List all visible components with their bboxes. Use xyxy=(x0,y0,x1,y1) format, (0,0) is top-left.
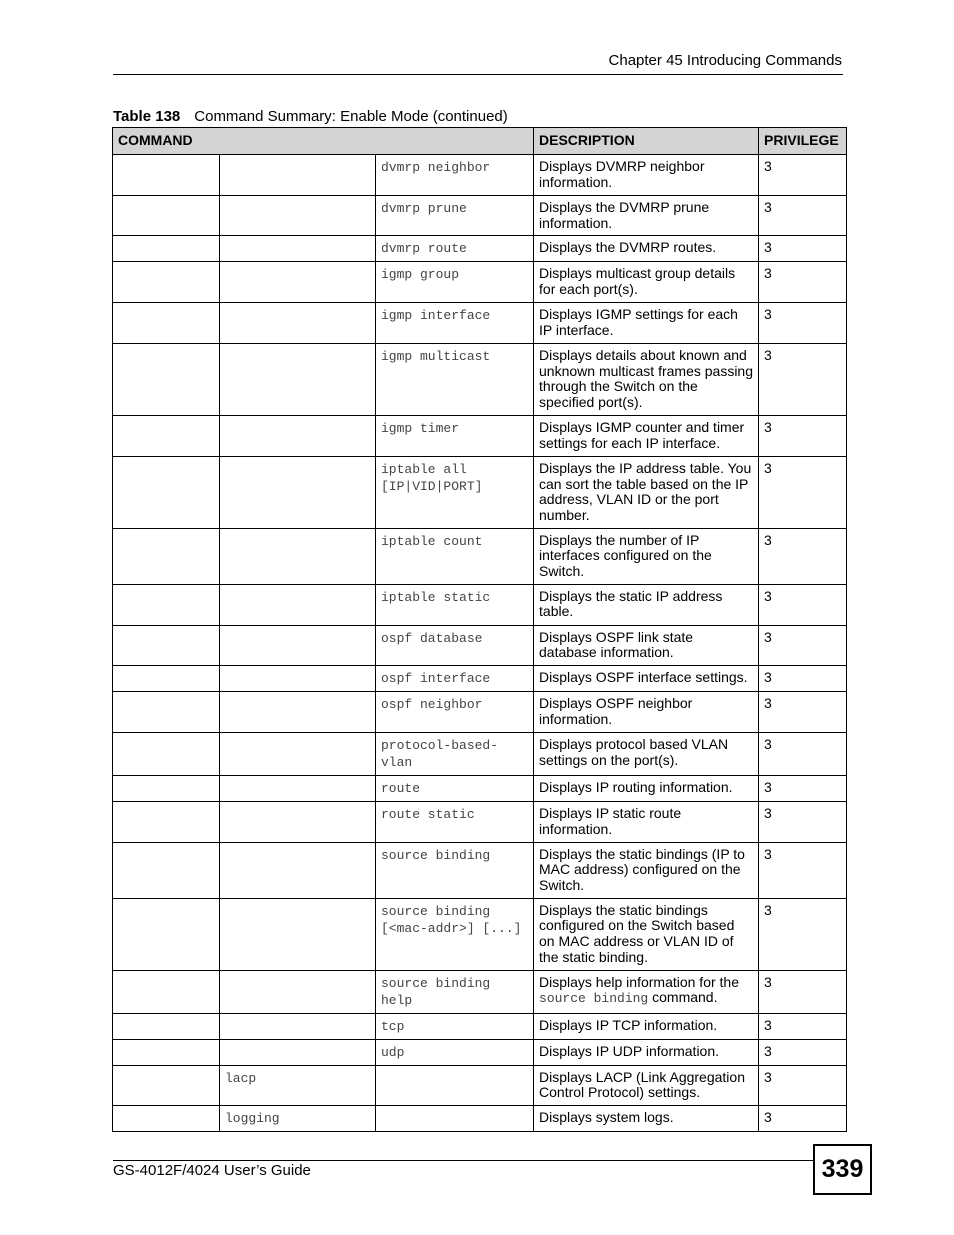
table-row xyxy=(113,196,847,236)
privilege-cell: 3 xyxy=(759,1039,847,1065)
command-level3-cell: route xyxy=(376,776,534,802)
command-level2-cell xyxy=(220,842,376,898)
command-level3-cell: dvmrp route xyxy=(376,236,534,262)
privilege-cell: 3 xyxy=(759,303,847,343)
command-level1-cell xyxy=(113,528,220,584)
command-level3-cell: source binding [<mac-addr>] [...] xyxy=(376,898,534,970)
description-cell: Displays the static bindings (IP to MAC address) configured on the Switch. xyxy=(534,842,759,898)
description-cell: Displays IGMP settings for each IP interface. xyxy=(534,303,759,343)
chapter-header: Chapter 45 Introducing Commands xyxy=(608,52,842,69)
description-cell: Displays the static IP address table. xyxy=(534,584,759,625)
description-cell xyxy=(534,970,759,1013)
command-level3-cell: source binding xyxy=(376,842,534,898)
privilege-cell: 3 xyxy=(759,415,847,456)
table-label: Table 138 xyxy=(113,108,181,125)
table-row xyxy=(113,262,847,303)
command-level1-cell xyxy=(113,1065,220,1105)
privilege-cell: 3 xyxy=(759,1013,847,1039)
command-level1-cell xyxy=(113,415,220,456)
description-cell: Displays IP UDP information. xyxy=(534,1039,759,1065)
command-level1-cell xyxy=(113,666,220,692)
command-level1-cell xyxy=(113,842,220,898)
command-level3-cell: iptable static xyxy=(376,584,534,625)
command-level1-cell xyxy=(113,262,220,303)
command-level2-cell xyxy=(220,898,376,970)
command-level2-cell xyxy=(220,584,376,625)
command-level2-cell xyxy=(220,1039,376,1065)
command-level2-cell: logging xyxy=(220,1106,376,1132)
command-level1-cell xyxy=(113,196,220,236)
description-cell: Displays the number of IP interfaces configured on the Switch. xyxy=(534,528,759,584)
description-cell: Displays system logs. xyxy=(534,1106,759,1132)
command-level2-cell xyxy=(220,415,376,456)
command-level2-cell: lacp xyxy=(220,1065,376,1105)
command-level3-cell: igmp timer xyxy=(376,415,534,456)
page-number: 339 xyxy=(813,1144,872,1195)
column-header-command: COMMAND xyxy=(113,128,534,155)
table-row xyxy=(113,625,847,665)
guide-title: GS-4012F/4024 User’s Guide xyxy=(113,1162,311,1179)
description-cell: Displays protocol based VLAN settings on the port(s). xyxy=(534,733,759,776)
command-level1-cell xyxy=(113,970,220,1013)
command-level2-cell xyxy=(220,456,376,528)
privilege-cell: 3 xyxy=(759,776,847,802)
table-row xyxy=(113,776,847,802)
command-level1-cell xyxy=(113,776,220,802)
privilege-cell: 3 xyxy=(759,196,847,236)
description-cell: Displays IGMP counter and timer settings for each IP interface. xyxy=(534,415,759,456)
footer-rule xyxy=(113,1160,813,1161)
header-rule xyxy=(113,74,843,75)
description-cell: Displays the static bindings configured on the Switch based on MAC address or VLAN ID of the static binding. xyxy=(534,898,759,970)
command-level3-cell: iptable all [IP|VID|PORT] xyxy=(376,456,534,528)
command-level1-cell xyxy=(113,1013,220,1039)
privilege-cell: 3 xyxy=(759,692,847,733)
table-row xyxy=(113,456,847,528)
command-level3-cell xyxy=(376,1065,534,1105)
command-level3-cell: udp xyxy=(376,1039,534,1065)
privilege-cell: 3 xyxy=(759,898,847,970)
command-level1-cell xyxy=(113,303,220,343)
privilege-cell: 3 xyxy=(759,842,847,898)
command-level2-cell xyxy=(220,625,376,665)
command-level1-cell xyxy=(113,1106,220,1132)
command-level1-cell xyxy=(113,236,220,262)
command-level2-cell xyxy=(220,236,376,262)
description-cell: Displays IP static route information. xyxy=(534,802,759,842)
privilege-cell: 3 xyxy=(759,733,847,776)
privilege-cell: 3 xyxy=(759,666,847,692)
command-level1-cell xyxy=(113,898,220,970)
table-row xyxy=(113,303,847,343)
command-level3-cell: ospf interface xyxy=(376,666,534,692)
description-cell: Displays DVMRP neighbor information. xyxy=(534,155,759,196)
command-level3-cell: source binding help xyxy=(376,970,534,1013)
description-text: command. xyxy=(648,989,718,1006)
table-row xyxy=(113,1013,847,1039)
privilege-cell: 3 xyxy=(759,625,847,665)
command-level3-cell xyxy=(376,1106,534,1132)
command-level3-cell: ospf neighbor xyxy=(376,692,534,733)
description-cell: Displays multicast group details for each port(s). xyxy=(534,262,759,303)
table-row xyxy=(113,970,847,1013)
command-level2-cell xyxy=(220,970,376,1013)
description-cell: Displays the DVMRP routes. xyxy=(534,236,759,262)
description-cell: Displays OSPF neighbor information. xyxy=(534,692,759,733)
description-cell: Displays IP TCP information. xyxy=(534,1013,759,1039)
description-cell: Displays the DVMRP prune information. xyxy=(534,196,759,236)
table-row xyxy=(113,343,847,415)
command-level2-cell xyxy=(220,262,376,303)
privilege-cell: 3 xyxy=(759,584,847,625)
privilege-cell: 3 xyxy=(759,262,847,303)
command-level3-cell: ospf database xyxy=(376,625,534,665)
description-cell: Displays OSPF interface settings. xyxy=(534,666,759,692)
command-level1-cell xyxy=(113,155,220,196)
command-level2-cell xyxy=(220,155,376,196)
command-level2-cell xyxy=(220,303,376,343)
command-level3-cell: route static xyxy=(376,802,534,842)
command-level1-cell xyxy=(113,625,220,665)
command-level3-cell: dvmrp neighbor xyxy=(376,155,534,196)
description-cell: Displays the IP address table. You can sort the table based on the IP address, VLAN ID or the port number. xyxy=(534,456,759,528)
table-row xyxy=(113,1106,847,1132)
command-level2-cell xyxy=(220,802,376,842)
table-row xyxy=(113,1065,847,1105)
table-row xyxy=(113,842,847,898)
command-level3-cell: iptable count xyxy=(376,528,534,584)
description-text: Displays help information for the xyxy=(539,973,740,990)
privilege-cell: 3 xyxy=(759,528,847,584)
table-row xyxy=(113,528,847,584)
command-level1-cell xyxy=(113,802,220,842)
table-title: Command Summary: Enable Mode (continued) xyxy=(194,108,508,125)
command-level2-cell xyxy=(220,196,376,236)
privilege-cell: 3 xyxy=(759,343,847,415)
command-level3-cell: protocol-based-vlan xyxy=(376,733,534,776)
column-header-description: DESCRIPTION xyxy=(534,128,759,155)
privilege-cell: 3 xyxy=(759,1106,847,1132)
command-level1-cell xyxy=(113,584,220,625)
command-level3-cell: igmp multicast xyxy=(376,343,534,415)
command-level2-cell xyxy=(220,733,376,776)
table-row xyxy=(113,236,847,262)
description-cell: Displays OSPF link state database information. xyxy=(534,625,759,665)
privilege-cell: 3 xyxy=(759,970,847,1013)
command-level3-cell: igmp interface xyxy=(376,303,534,343)
command-level1-cell xyxy=(113,1039,220,1065)
command-level1-cell xyxy=(113,692,220,733)
privilege-cell: 3 xyxy=(759,1065,847,1105)
table-row xyxy=(113,415,847,456)
command-level1-cell xyxy=(113,733,220,776)
column-header-privilege: PRIVILEGE xyxy=(759,128,847,155)
privilege-cell: 3 xyxy=(759,236,847,262)
table-row xyxy=(113,584,847,625)
command-level2-cell xyxy=(220,776,376,802)
command-level3-cell: dvmrp prune xyxy=(376,196,534,236)
command-level2-cell xyxy=(220,692,376,733)
command-level2-cell xyxy=(220,528,376,584)
command-level2-cell xyxy=(220,343,376,415)
privilege-cell: 3 xyxy=(759,155,847,196)
table-row xyxy=(113,692,847,733)
command-level2-cell xyxy=(220,666,376,692)
table-caption xyxy=(113,108,508,126)
command-level3-cell: igmp group xyxy=(376,262,534,303)
description-cell: Displays details about known and unknown multicast frames passing through the Switch on the specified port(s). xyxy=(534,343,759,415)
table-row xyxy=(113,802,847,842)
privilege-cell: 3 xyxy=(759,802,847,842)
command-level1-cell xyxy=(113,456,220,528)
table-header-row xyxy=(113,128,847,155)
command-level1-cell xyxy=(113,343,220,415)
command-level3-cell: tcp xyxy=(376,1013,534,1039)
table-row xyxy=(113,733,847,776)
command-summary-table xyxy=(112,127,847,1132)
table-row xyxy=(113,898,847,970)
privilege-cell: 3 xyxy=(759,456,847,528)
table-row xyxy=(113,155,847,196)
description-cell: Displays IP routing information. xyxy=(534,776,759,802)
command-level2-cell xyxy=(220,1013,376,1039)
table-row xyxy=(113,1039,847,1065)
table-row xyxy=(113,666,847,692)
description-cell: Displays LACP (Link Aggregation Control Protocol) settings. xyxy=(534,1065,759,1105)
inline-command-code: source binding xyxy=(539,991,649,1007)
